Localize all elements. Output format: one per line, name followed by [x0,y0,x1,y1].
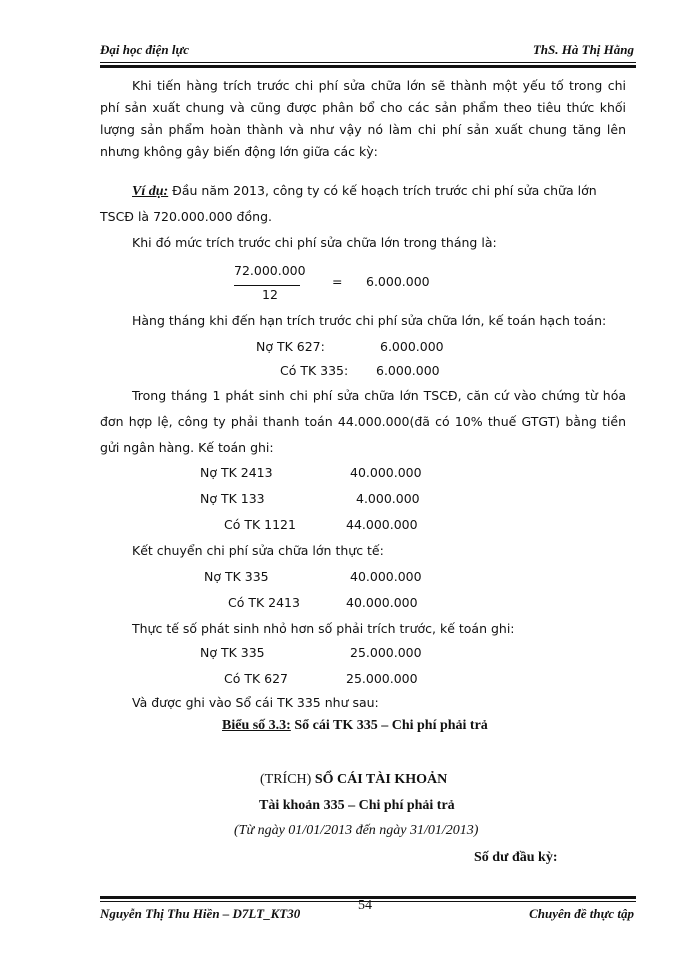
actual-intro: Thực tế số phát sinh nhỏ hơn số phải trích trước, kế toán ghi: [132,621,515,636]
entry3-debit-amount: 40.000.000 [350,569,422,584]
header-rule-thin [100,62,636,63]
ledger-intro: Và được ghi vào Sổ cái TK 335 như sau: [132,695,379,710]
example-label: Ví dụ: [132,184,169,199]
ledger-heading [260,772,447,788]
monthly-entry-intro: Hàng tháng khi đến hạn trích trước chi phí sửa chữa lớn, kế toán hạch toán: [132,313,607,328]
fraction-equals: = [332,274,343,289]
intro-paragraph [100,75,626,163]
entry1-credit-account: Có TK 335: [280,363,349,378]
table-caption [222,718,488,734]
header-right: ThS. Hà Thị Hằng [532,42,634,57]
example-line1 [132,182,597,201]
fraction-numerator: 72.000.000 [234,263,306,278]
entry4-credit-amount: 25.000.000 [346,671,418,686]
entry2-debit1-amount: 40.000.000 [350,465,422,480]
caption-label: Biểu số 3.3: [222,718,291,733]
header-left: Đại học điện lực [100,42,190,57]
fraction-denominator: 12 [262,287,278,302]
entry4-debit-amount: 25.000.000 [350,645,422,660]
ledger-account-title: Tài khoản 335 – Chi phí phải trả [259,798,455,813]
ledger-period: (Từ ngày 01/01/2013 đến ngày 31/01/2013) [234,823,479,838]
example-text-1: Đầu năm 2013, công ty có kế hoạch trích trước chi phí sửa chữa lớn [168,183,597,198]
fraction-result: 6.000.000 [366,274,430,289]
entry2-debit1-account: Nợ TK 2413 [200,465,273,480]
ledger-opening-balance: Số dư đầu kỳ: [474,850,558,865]
example-line2: TSCĐ là 720.000.000 đồng. [100,209,272,224]
entry3-credit-account: Có TK 2413 [228,595,300,610]
entry4-debit-account: Nợ TK 335 [200,645,265,660]
entry2-debit2-amount: 4.000.000 [356,491,420,506]
ledger-main-title: SỔ CÁI TÀI KHOẢN [314,772,448,787]
ledger-prefix: (TRÍCH) [260,772,315,787]
caption-text: Sổ cái TK 335 – Chi phí phải trả [290,718,488,733]
transfer-intro: Kết chuyển chi phí sửa chữa lớn thực tế: [132,543,384,558]
repair-paragraph-text: Trong tháng 1 phát sinh chi phí sửa chữa lớn TSCĐ, căn cứ vào chứng từ hóa đơn hợp lệ, công ty phải thanh toán 44.000.000(đã có 10% thuế GTGT) bằng tiền gửi ngân hàng. Kế toán ghi: [100,388,626,455]
intro-paragraph-text: Khi tiến hàng trích trước chi phí sửa chữa lớn sẽ thành một yếu tố trong chi phí sản xuất chung và cũng được phân bổ cho các sản phẩm theo tiêu thức khối lượng sản phẩm hoàn thành và như vậy nó làm chi phí sản xuất chung tăng lên nhưng không gây biến động lớn giữa các kỳ: [100,78,626,159]
entry1-credit-amount: 6.000.000 [376,363,440,378]
monthly-intro: Khi đó mức trích trước chi phí sửa chữa lớn trong tháng là: [132,235,497,250]
entry2-credit-amount: 44.000.000 [346,517,418,532]
footer-right: Chuyên đề thực tập [529,906,634,921]
entry4-credit-account: Có TK 627 [224,671,289,686]
entry1-debit-amount: 6.000.000 [380,339,444,354]
entry2-debit2-account: Nợ TK 133 [200,491,265,506]
footer-left: Nguyễn Thị Thu Hiền – D7LT_KT30 [100,906,301,921]
page-number: 54 [358,898,372,913]
entry1-debit-account: Nợ TK 627: [256,339,325,354]
entry3-credit-amount: 40.000.000 [346,595,418,610]
entry3-debit-account: Nợ TK 335 [204,569,269,584]
header-rule-thick [100,65,636,68]
entry2-credit-account: Có TK 1121 [224,517,296,532]
repair-paragraph [100,383,626,461]
